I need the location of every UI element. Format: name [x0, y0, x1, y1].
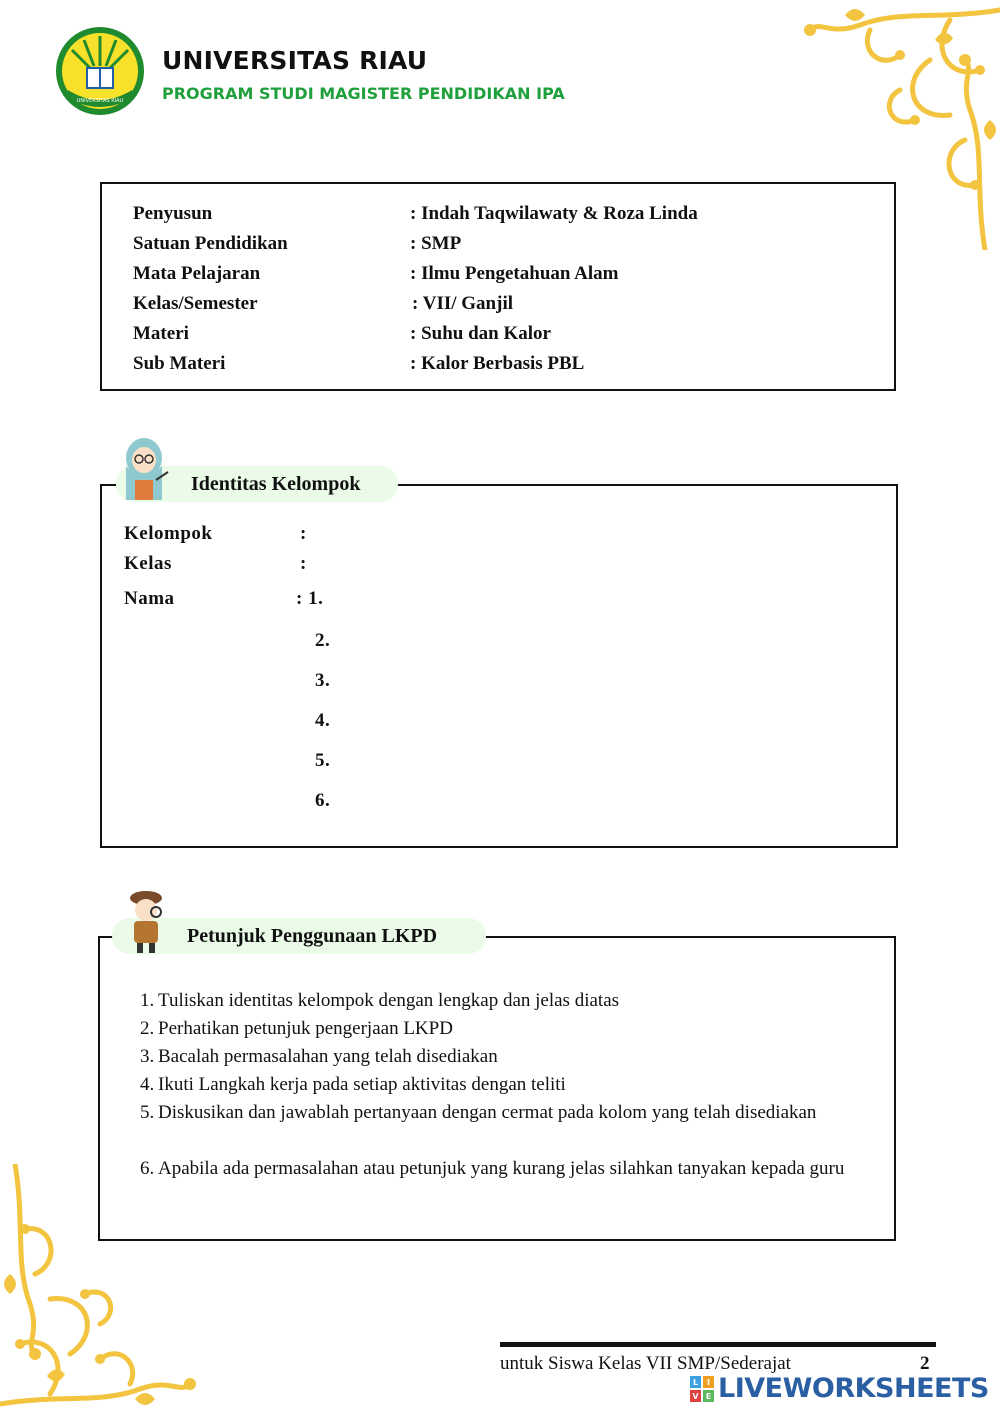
info-label: Sub Materi [133, 353, 226, 374]
kelompok-label: Kelompok [124, 523, 213, 544]
nama-number: 4. [315, 710, 331, 731]
info-box [100, 182, 896, 391]
nama-number: 2. [315, 630, 331, 651]
teacher-character-icon [120, 436, 170, 502]
detective-character-icon [124, 888, 168, 954]
liveworksheets-logo-icon [690, 1376, 714, 1402]
info-label: Materi [133, 323, 189, 344]
svg-text:L: L [692, 1378, 699, 1387]
instruction-item [140, 1043, 856, 1071]
info-value: : Ilmu Pengetahuan Alam [410, 263, 619, 284]
instruction-number: 1. [140, 990, 155, 1011]
info-label: Mata Pelajaran [133, 263, 261, 284]
identity-title: Identitas Kelompok [116, 466, 398, 502]
info-value: : Kalor Berbasis PBL [410, 353, 585, 374]
info-value: : VII/ Ganjil [412, 293, 514, 314]
instruction-text: Perhatikan petunjuk pengerjaan LKPD [158, 1018, 453, 1039]
nama-number: 5. [315, 750, 331, 771]
nama-number: 3. [315, 670, 331, 691]
info-label: Penyusun [133, 203, 213, 224]
identity-box [100, 484, 898, 848]
footer-rule [500, 1342, 936, 1347]
instruction-number: 2. [140, 1018, 155, 1039]
floral-ornament-bottom-left [0, 1164, 250, 1414]
instruction-number: 6. [140, 1158, 155, 1179]
info-label: Satuan Pendidikan [133, 233, 288, 254]
nama-label: Nama [124, 588, 175, 609]
nama-number: 6. [315, 790, 331, 811]
info-value: : Suhu dan Kalor [410, 323, 551, 344]
instruction-number: 4. [140, 1074, 155, 1095]
instruction-text: Bacalah permasalahan yang telah disediakan [158, 1046, 498, 1067]
program-name: PROGRAM STUDI MAGISTER PENDIDIKAN IPA [162, 84, 565, 103]
university-logo [54, 26, 146, 116]
instruction-text: Ikuti Langkah kerja pada setiap aktivitas dengan teliti [158, 1074, 566, 1095]
university-name: UNIVERSITAS RIAU [162, 46, 428, 75]
svg-text:UNIVERSITAS RIAU: UNIVERSITAS RIAU [76, 98, 124, 104]
svg-text:E: E [705, 1392, 712, 1401]
svg-text:V: V [692, 1392, 699, 1401]
info-value: : Indah Taqwilawaty & Roza Linda [410, 203, 698, 224]
liveworksheets-watermark: LIVEWORKSHEETS [718, 1373, 989, 1404]
instruction-item [140, 1099, 856, 1127]
info-value: : SMP [410, 233, 462, 254]
instruction-text: Diskusikan dan jawablah pertanyaan dengan cermat pada kolom yang telah disediakan [158, 1102, 817, 1123]
instructions-title: Petunjuk Penggunaan LKPD [112, 918, 486, 954]
instruction-text: Tuliskan identitas kelompok dengan lengkap dan jelas diatas [158, 990, 620, 1011]
info-label: Kelas/Semester [133, 293, 258, 314]
kelas-colon: : [300, 553, 307, 574]
page-number: 2 [920, 1353, 930, 1374]
instruction-text: Apabila ada permasalahan atau petunjuk yang kurang jelas silahkan tanyakan kepada guru [158, 1158, 845, 1179]
kelompok-colon: : [300, 523, 307, 544]
instruction-item [140, 1071, 856, 1099]
instruction-number: 3. [140, 1046, 155, 1067]
svg-text:I: I [707, 1378, 710, 1387]
instruction-item [140, 987, 856, 1015]
kelas-label: Kelas [124, 553, 172, 574]
nama-number-1: : 1. [296, 588, 324, 609]
footer-text: untuk Siswa Kelas VII SMP/Sederajat [500, 1353, 791, 1374]
instruction-item [140, 1015, 856, 1043]
instruction-number: 5. [140, 1102, 155, 1123]
